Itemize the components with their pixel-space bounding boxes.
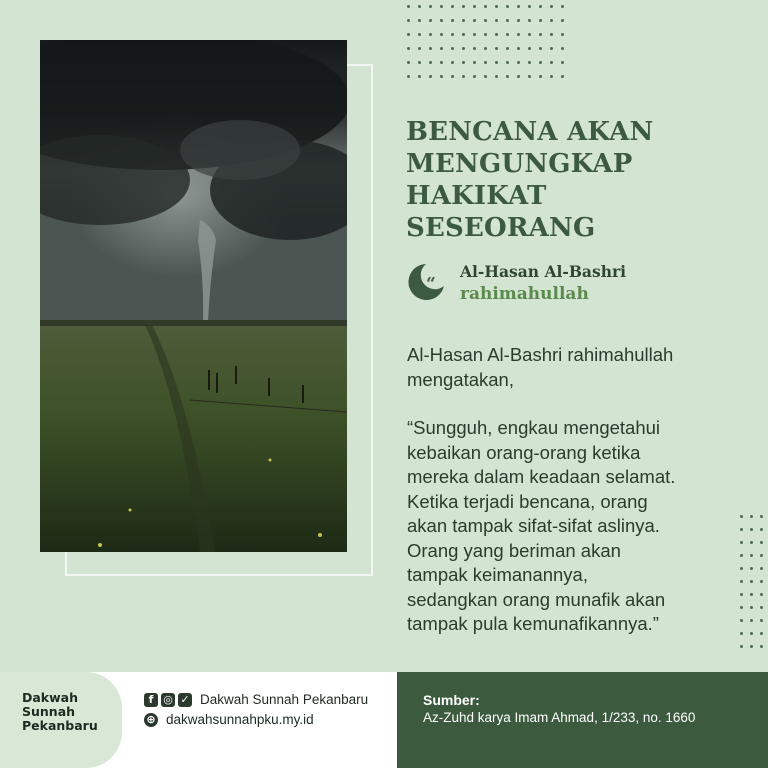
decorative-dot <box>484 33 487 36</box>
decorative-dot <box>495 19 498 22</box>
decorative-dot <box>473 47 476 50</box>
decorative-dot <box>462 33 465 36</box>
twitter-icon[interactable]: ✓ <box>178 693 192 707</box>
intro-line: Al-Hasan Al-Bashri rahimahullah <box>407 344 674 365</box>
decorative-dot <box>451 75 454 78</box>
decorative-dot <box>429 5 432 8</box>
decorative-dot <box>407 5 410 8</box>
decorative-dot <box>561 75 564 78</box>
decorative-dot <box>760 619 763 622</box>
decorative-dot <box>750 567 753 570</box>
footer-contact <box>0 672 397 768</box>
decorative-dot <box>429 33 432 36</box>
decorative-dot <box>740 515 743 518</box>
decorative-dot <box>451 47 454 50</box>
decorative-dot <box>539 47 542 50</box>
decorative-dot <box>517 19 520 22</box>
title-line: MENGUNGKAP HAKIKAT <box>406 149 633 211</box>
social-account-name[interactable]: Dakwah Sunnah Pekanbaru <box>200 692 369 707</box>
website-link[interactable]: dakwahsunnahpku.my.id <box>166 712 314 727</box>
decorative-dot <box>506 75 509 78</box>
decorative-dot <box>528 75 531 78</box>
tornado-photo <box>40 40 347 552</box>
decorative-dot <box>484 19 487 22</box>
decorative-dot <box>506 5 509 8</box>
decorative-dot <box>429 61 432 64</box>
decorative-dot <box>740 567 743 570</box>
decorative-dot <box>550 47 553 50</box>
decorative-dot <box>750 515 753 518</box>
decorative-dot <box>740 593 743 596</box>
instagram-icon[interactable]: ◎ <box>161 693 175 707</box>
decorative-dot <box>506 33 509 36</box>
decorative-dot <box>429 75 432 78</box>
decorative-dot <box>550 75 553 78</box>
brand-line: Sunnah <box>22 704 76 719</box>
decorative-dot <box>750 528 753 531</box>
decorative-dot <box>750 606 753 609</box>
decorative-dot <box>495 75 498 78</box>
decorative-dot <box>506 61 509 64</box>
decorative-dot <box>473 19 476 22</box>
decorative-dot <box>750 580 753 583</box>
decorative-dot <box>495 5 498 8</box>
quote-icon <box>406 262 446 302</box>
decorative-dot <box>440 33 443 36</box>
quote-line: mereka dalam keadaan selamat. <box>407 466 676 487</box>
decorative-dot <box>418 47 421 50</box>
decorative-dot <box>462 47 465 50</box>
decorative-dot <box>539 19 542 22</box>
decorative-dot <box>407 33 410 36</box>
decorative-dot <box>473 75 476 78</box>
decorative-dot <box>451 33 454 36</box>
svg-text:“: “ <box>426 274 436 294</box>
decorative-dot <box>561 61 564 64</box>
decorative-dot <box>495 47 498 50</box>
brand-line: Dakwah <box>22 690 79 705</box>
decorative-dot <box>740 528 743 531</box>
page-title <box>406 116 756 244</box>
intro-line: mengatakan, <box>407 368 514 390</box>
footer <box>0 672 768 768</box>
decorative-dot <box>462 61 465 64</box>
decorative-dot <box>760 606 763 609</box>
title-line: BENCANA AKAN <box>406 117 654 147</box>
decorative-dot <box>760 554 763 557</box>
decorative-dot <box>495 33 498 36</box>
decorative-dot <box>750 541 753 544</box>
decorative-dot <box>539 75 542 78</box>
decorative-dot <box>539 61 542 64</box>
decorative-dot <box>473 5 476 8</box>
decorative-dot <box>506 47 509 50</box>
decorative-dot <box>440 47 443 50</box>
decorative-dot <box>528 33 531 36</box>
decorative-dot <box>539 5 542 8</box>
quote-line: “Sungguh, engkau mengetahui <box>407 417 661 438</box>
decorative-dot <box>407 61 410 64</box>
brand-line: Pekanbaru <box>22 718 98 733</box>
decorative-dot <box>550 33 553 36</box>
quote-line: tampak pula kemunafikannya.” <box>407 613 659 634</box>
decorative-dot <box>495 61 498 64</box>
decorative-dot <box>740 606 743 609</box>
decorative-dot <box>484 61 487 64</box>
decorative-dot <box>429 19 432 22</box>
decorative-dot <box>561 33 564 36</box>
source-text: Az-Zuhd karya Imam Ahmad, 1/233, no. 1660 <box>423 710 696 725</box>
decorative-dot <box>517 5 520 8</box>
decorative-dot <box>407 75 410 78</box>
decorative-dot <box>740 632 743 635</box>
decorative-dot <box>760 528 763 531</box>
decorative-dot <box>462 75 465 78</box>
decorative-dot <box>760 515 763 518</box>
decorative-dot <box>418 33 421 36</box>
brand-tab <box>0 672 122 768</box>
decorative-dot <box>740 619 743 622</box>
decorative-dot <box>750 645 753 648</box>
decorative-dot <box>528 19 531 22</box>
decorative-dot <box>473 61 476 64</box>
decorative-dot <box>517 47 520 50</box>
decorative-dot <box>750 554 753 557</box>
decorative-dot <box>407 19 410 22</box>
quote-line: tampak keimanannya, <box>407 564 588 585</box>
decorative-dot <box>760 541 763 544</box>
decorative-dot <box>750 632 753 635</box>
decorative-dot <box>517 33 520 36</box>
footer-source <box>397 672 768 768</box>
decorative-dot <box>484 47 487 50</box>
quote-line: Orang yang beriman akan <box>407 539 621 561</box>
decorative-dot <box>740 541 743 544</box>
decorative-dot <box>451 19 454 22</box>
decorative-dot <box>407 47 410 50</box>
author-name: Al-Hasan Al-Bashri <box>460 262 627 281</box>
decorative-dot <box>418 5 421 8</box>
decorative-dot <box>517 61 520 64</box>
decorative-dot <box>740 580 743 583</box>
decorative-dot <box>440 5 443 8</box>
decorative-dot <box>740 645 743 648</box>
social-row <box>144 692 368 707</box>
decorative-dot <box>760 593 763 596</box>
facebook-icon[interactable]: f <box>144 693 158 707</box>
quote-line: Ketika terjadi bencana, orang <box>407 490 648 512</box>
globe-icon: ⊕ <box>144 713 158 727</box>
brand-logo-text <box>22 691 98 733</box>
decorative-dot <box>539 33 542 36</box>
decorative-dot <box>506 19 509 22</box>
decorative-dot <box>484 75 487 78</box>
decorative-dot <box>760 645 763 648</box>
decorative-dot <box>528 61 531 64</box>
quote-line: sedangkan orang munafik akan <box>407 588 666 610</box>
decorative-dot <box>429 47 432 50</box>
decorative-dot <box>561 5 564 8</box>
decorative-dot <box>462 5 465 8</box>
author-honorific: rahimahullah <box>460 284 589 304</box>
decorative-dot <box>451 5 454 8</box>
decorative-dot <box>528 5 531 8</box>
title-line: SESEORANG <box>406 213 596 243</box>
decorative-dot <box>440 61 443 64</box>
decorative-dot <box>484 5 487 8</box>
decorative-dot <box>473 33 476 36</box>
decorative-dot <box>451 61 454 64</box>
decorative-dot <box>740 554 743 557</box>
decorative-dot <box>760 632 763 635</box>
decorative-dot <box>517 75 520 78</box>
decorative-dot <box>418 19 421 22</box>
decorative-dot <box>418 61 421 64</box>
website-row <box>144 712 314 727</box>
quote-line: akan tampak sifat-sifat aslinya. <box>407 515 660 536</box>
source-label: Sumber: <box>423 692 480 708</box>
decorative-dot <box>760 580 763 583</box>
decorative-dot <box>440 75 443 78</box>
decorative-dot <box>440 19 443 22</box>
decorative-dot <box>561 19 564 22</box>
quote-body <box>407 343 737 637</box>
decorative-dot <box>550 61 553 64</box>
quote-line: kebaikan orang-orang ketika <box>407 441 641 463</box>
decorative-dot <box>550 19 553 22</box>
decorative-dot <box>418 75 421 78</box>
decorative-dot <box>462 19 465 22</box>
decorative-dot <box>750 593 753 596</box>
decorative-dot <box>750 619 753 622</box>
decorative-dot <box>528 47 531 50</box>
decorative-dot <box>760 567 763 570</box>
decorative-dot <box>561 47 564 50</box>
decorative-dot <box>550 5 553 8</box>
